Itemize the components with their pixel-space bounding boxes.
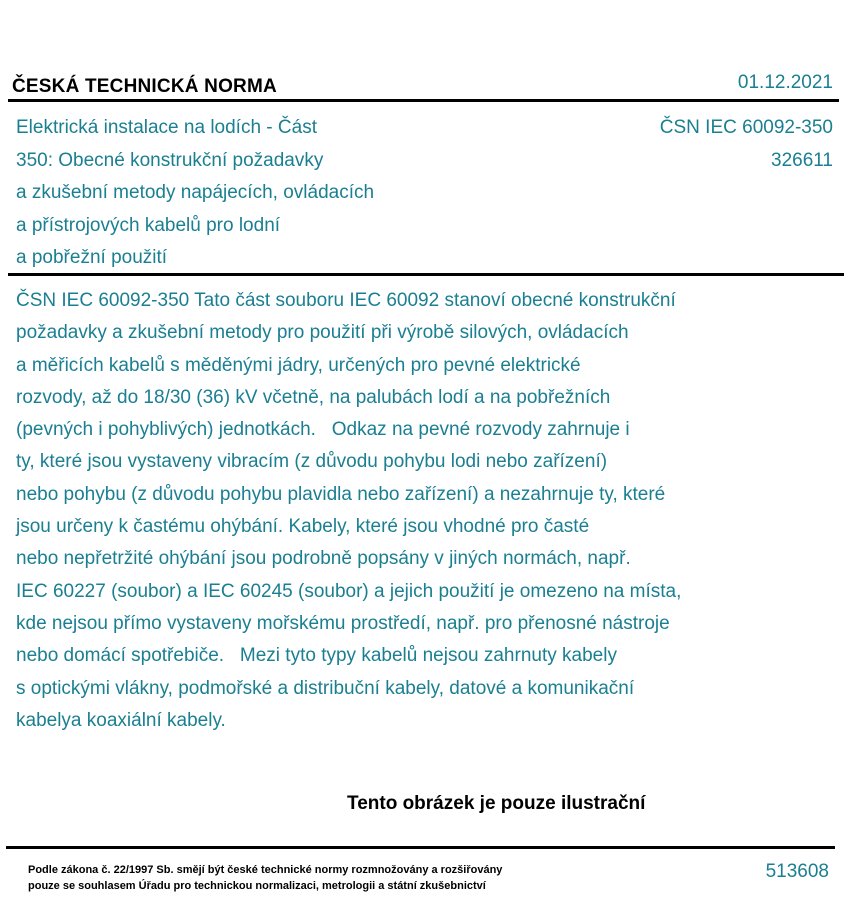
standard-title-line: a přístrojových kabelů pro lodní [16, 214, 281, 236]
abstract-line: jsou určeny k častému ohýbání. Kabely, které jsou vhodné pro časté [16, 516, 590, 538]
footer-legal-line: Podle zákona č. 22/1997 Sb. smějí být české technické normy rozmnožovány a rozšiřovány [28, 864, 503, 876]
standard-identifiers [573, 112, 833, 177]
footer-legal-notice [28, 862, 502, 894]
standard-title-line: 350: Obecné konstrukční požadavky [16, 149, 324, 171]
footer-document-number: 513608 [765, 861, 829, 882]
abstract-line: ty, které jsou vystaveny vibracím (z důvodu pohybu lodi nebo zařízení) [16, 451, 608, 473]
abstract-line: nebo domácí spotřebiče. Mezi tyto typy kabelů nejsou zahrnuty kabely [16, 645, 617, 667]
abstract-line: kabelya koaxiální kabely. [16, 709, 226, 731]
abstract-line: s optickými vlákny, podmořské a distribuční kabely, datové a komunikační [16, 677, 635, 699]
abstract-line: IEC 60227 (soubor) a IEC 60245 (soubor) a jejich použití je omezeno na místa, [16, 580, 682, 602]
footer-legal-line: pouze se souhlasem Úřadu pro technickou normalizaci, metrologii a státní zkušebnictví [28, 880, 486, 892]
standard-title-line: a zkušební metody napájecích, ovládacích [16, 182, 375, 203]
abstract-line: (pevných i pohyblivých) jednotkách. Odkaz na pevné rozvody zahrnuje i [16, 419, 630, 441]
title-divider [8, 273, 844, 276]
standard-title-line: Elektrická instalace na lodích - Část [16, 117, 317, 138]
abstract-line: rozvody, až do 18/30 (36) kV včetně, na palubách lodí a na pobřežních [16, 386, 611, 408]
standard-title [16, 112, 556, 275]
abstract-line: a měřicích kabelů s měděnými jádry, určených pro pevné elektrické [16, 354, 581, 376]
illustration-note: Tento obrázek je pouze ilustrační [347, 793, 646, 814]
abstract-line: ČSN IEC 60092-350 Tato část souboru IEC 60092 stanoví obecné konstrukční [16, 290, 676, 311]
abstract-text [16, 285, 836, 737]
abstract-line: kde nejsou přímo vystaveny mořskému prostředí, např. pro přenosné nástroje [16, 612, 670, 634]
abstract-line: nebo nepřetržité ohýbání jsou podrobně popsány v jiných normách, např. [16, 548, 631, 570]
footer-divider [6, 846, 835, 849]
header-divider [8, 99, 839, 102]
abstract-line: nebo pohybu (z důvodu pohybu plavidla nebo zařízení) a nezahrnuje ty, které [16, 483, 666, 505]
document-date: 01.12.2021 [737, 72, 833, 93]
standard-class-number: 326611 [771, 149, 833, 171]
standard-title-line: a pobřežní použití [16, 247, 168, 268]
abstract-line: požadavky a zkušební metody pro použití při výrobě silových, ovládacích [16, 322, 629, 344]
document-header-title: ČESKÁ TECHNICKÁ NORMA [12, 76, 277, 97]
standard-code: ČSN IEC 60092-350 [659, 117, 833, 138]
